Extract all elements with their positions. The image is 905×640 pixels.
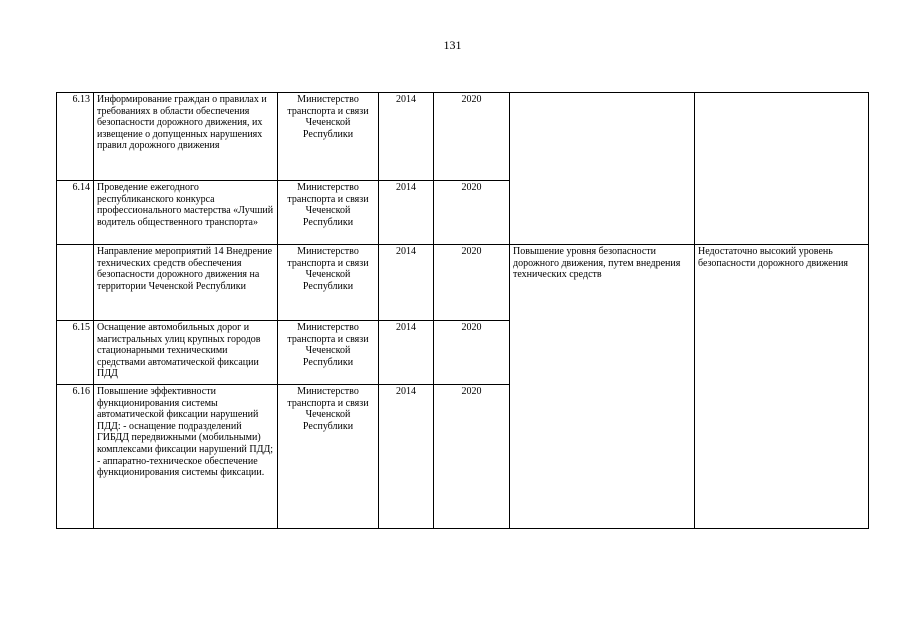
start-year: 2014 xyxy=(379,245,434,321)
end-year: 2020 xyxy=(434,181,510,245)
start-year: 2014 xyxy=(379,93,434,181)
start-year: 2014 xyxy=(379,385,434,529)
measure-name: Проведение ежегодного республиканского конкурса профессионального мастерства «Лучший водитель общественного транспорта» xyxy=(94,181,278,245)
measure-name: Информирование граждан о правилах и требованиях в области обеспечения безопасности дорожного движения, их извещение о допущенных нарушениях правил дорожного движения xyxy=(94,93,278,181)
start-year: 2014 xyxy=(379,181,434,245)
row-number: 6.16 xyxy=(57,385,94,529)
row-number: 6.15 xyxy=(57,321,94,385)
problem-description: Недостаточно высокий уровень безопасности дорожного движения xyxy=(695,245,869,529)
row-number: 6.13 xyxy=(57,93,94,181)
executor: Министерство транспорта и связи Чеченской Республики xyxy=(278,93,379,181)
problem-cell-empty xyxy=(695,93,869,245)
expected-result: Повышение уровня безопасности дорожного движения, путем внедрения технических средств xyxy=(510,245,695,529)
end-year: 2020 xyxy=(434,245,510,321)
executor: Министерство транспорта и связи Чеченской Республики xyxy=(278,181,379,245)
measure-name: Оснащение автомобильных дорог и магистральных улиц крупных городов стационарными техническими средствами автоматической фиксации ПДД xyxy=(94,321,278,385)
row-number: 6.14 xyxy=(57,181,94,245)
row-number xyxy=(57,245,94,321)
measure-name: Направление мероприятий 14 Внедрение технических средств обеспечения безопасности дорожного движения на территории Чеченской Республики xyxy=(94,245,278,321)
executor: Министерство транспорта и связи Чеченской Республики xyxy=(278,321,379,385)
result-cell-empty xyxy=(510,93,695,245)
start-year: 2014 xyxy=(379,321,434,385)
end-year: 2020 xyxy=(434,93,510,181)
measure-name: Повышение эффективности функционирования системы автоматической фиксации нарушений ПДД: - оснащение подразделений ГИБДД передвижными (мобильными) комплексами фиксации нарушений ПДД; - аппаратно-техническое обеспечение функционирования системы фиксации. xyxy=(94,385,278,529)
table-row xyxy=(57,245,869,321)
end-year: 2020 xyxy=(434,321,510,385)
executor: Министерство транспорта и связи Чеченской Республики xyxy=(278,385,379,529)
measures-table xyxy=(56,92,869,529)
page-number: 131 xyxy=(443,38,462,52)
table-row xyxy=(57,93,869,181)
end-year: 2020 xyxy=(434,385,510,529)
executor: Министерство транспорта и связи Чеченской Республики xyxy=(278,245,379,321)
